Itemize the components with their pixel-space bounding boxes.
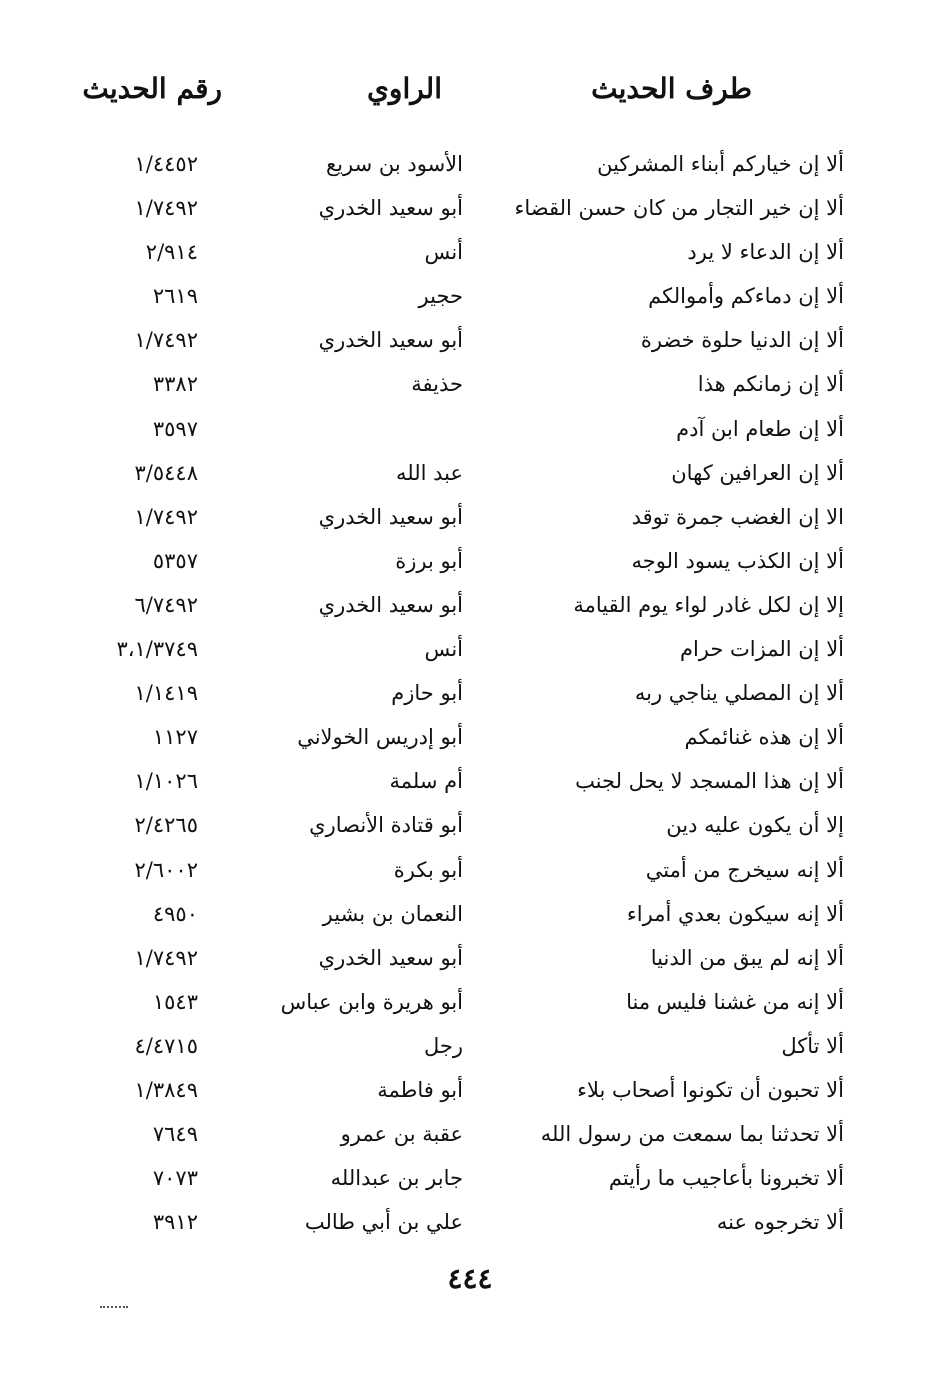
- table-row: [0, 675, 940, 719]
- hadith-text: ألا إن المزات حرام: [679, 637, 844, 662]
- hadith-text: ألا إن خير التجار من كان حسن القضاء: [514, 196, 844, 221]
- hadith-text: ألا إن هذه غنائمكم: [684, 725, 844, 750]
- hadith-number: ١١٢٧: [152, 725, 198, 750]
- hadith-text: ألا إنه لم يبق من الدنيا: [650, 945, 844, 970]
- narrator: أبو سعيد الخدري: [318, 196, 463, 221]
- table-row: [0, 587, 940, 631]
- table-row: [0, 631, 940, 675]
- narrator: أنس: [424, 240, 463, 265]
- hadith-number: ١/١٠٢٦: [134, 769, 198, 794]
- table-row: [0, 543, 940, 587]
- hadith-number: ٣/٥٤٤٨: [134, 460, 198, 485]
- hadith-text: ألا إن زمانكم هذا: [697, 372, 844, 397]
- hadith-number: ٧٦٤٩: [152, 1122, 198, 1147]
- index-table-body: [0, 146, 940, 1248]
- hadith-text: ألا إنه سيخرج من أمتي: [645, 857, 844, 882]
- narrator: أبو سعيد الخدري: [318, 504, 463, 529]
- scan-mark: [100, 1306, 128, 1311]
- table-row: [0, 366, 940, 410]
- narrator: حجير: [418, 284, 463, 309]
- narrator: أبو حازم: [391, 681, 463, 706]
- hadith-text: ألا تخرجوه عنه: [716, 1210, 844, 1235]
- table-row: [0, 940, 940, 984]
- hadith-number: ٣٥٩٧: [152, 416, 198, 441]
- hadith-text: ألا تأكل: [781, 1033, 844, 1058]
- hadith-text: ألا إن طعام ابن آدم: [676, 416, 844, 441]
- table-row: [0, 190, 940, 234]
- hadith-text: ألا تحدثنا بما سمعت من رسول الله: [540, 1122, 844, 1147]
- hadith-text: ألا إن الكذب يسود الوجه: [631, 548, 844, 573]
- hadith-text: ألا إنه سيكون بعدي أمراء: [626, 901, 844, 926]
- narrator: أبو سعيد الخدري: [318, 592, 463, 617]
- table-row: [0, 719, 940, 763]
- hadith-text: ألا إن خياركم أبناء المشركين: [597, 152, 844, 176]
- narrator: أبو سعيد الخدري: [318, 328, 463, 353]
- hadith-number: ٣،١/٣٧٤٩: [116, 637, 198, 662]
- hadith-text: إلا إن لكل غادر لواء يوم القيامة: [573, 592, 844, 617]
- narrator: علي بن أبي طالب: [304, 1210, 463, 1235]
- hadith-number: ٢/٦٠٠٢: [134, 857, 198, 882]
- hadith-number: ٥٣٥٧: [152, 548, 198, 573]
- hadith-number: ١٥٤٣: [152, 989, 198, 1014]
- table-row: [0, 984, 940, 1028]
- hadith-number: ٢٦١٩: [152, 284, 198, 309]
- hadith-number: ٣٩١٢: [152, 1210, 198, 1235]
- table-row: [0, 234, 940, 278]
- hadith-number: ١/٧٤٩٢: [134, 945, 198, 970]
- table-row: [0, 1116, 940, 1160]
- narrator: أم سلمة: [389, 769, 463, 794]
- hadith-text: ألا إن الدعاء لا يرد: [687, 240, 844, 265]
- hadith-number: ٧٠٧٣: [152, 1166, 198, 1191]
- header-narrator: الراوي: [367, 72, 442, 105]
- hadith-text: ألا تخبرونا بأعاجيب ما رأيتم: [608, 1166, 844, 1191]
- table-row: [0, 1204, 940, 1248]
- hadith-number: ٤/٤٧١٥: [134, 1033, 198, 1058]
- narrator: حذيفة: [411, 372, 463, 397]
- table-row: [0, 1160, 940, 1204]
- table-row: [0, 896, 940, 940]
- narrator: جابر بن عبدالله: [330, 1166, 463, 1191]
- hadith-number: ١/٧٤٩٢: [134, 328, 198, 353]
- table-header: [0, 72, 940, 122]
- table-row: [0, 499, 940, 543]
- hadith-number: ١/١٤١٩: [134, 681, 198, 706]
- page-number: ٤٤٤: [447, 1262, 493, 1295]
- hadith-text: ألا تحبون أن تكونوا أصحاب بلاء: [577, 1077, 844, 1102]
- table-row: [0, 455, 940, 499]
- hadith-text: إلا أن يكون عليه دين: [666, 813, 844, 838]
- table-row: [0, 763, 940, 807]
- narrator: أنس: [424, 637, 463, 662]
- table-row: [0, 1028, 940, 1072]
- narrator: أبو هريرة وابن عباس: [280, 989, 463, 1014]
- narrator: أبو سعيد الخدري: [318, 945, 463, 970]
- hadith-number: ١/٧٤٩٢: [134, 504, 198, 529]
- narrator: أبو بكرة: [393, 857, 463, 882]
- narrator: أبو برزة: [395, 548, 463, 573]
- narrator: أبو فاطمة: [377, 1077, 463, 1102]
- hadith-number: ٣٣٨٢: [152, 372, 198, 397]
- header-hadith-number: رقم الحديث: [82, 72, 222, 105]
- table-row: [0, 146, 940, 190]
- narrator: أبو قتادة الأنصاري: [309, 813, 463, 838]
- table-row: [0, 411, 940, 455]
- table-row: [0, 852, 940, 896]
- hadith-text: ألا إنه من غشنا فليس منا: [626, 989, 844, 1014]
- table-row: [0, 278, 940, 322]
- hadith-number: ١/٧٤٩٢: [134, 196, 198, 221]
- hadith-text: ألا إن الدنيا حلوة خضرة: [640, 328, 844, 353]
- narrator: النعمان بن بشير: [322, 901, 463, 926]
- hadith-text: الا إن الغضب جمرة توقد: [631, 504, 844, 529]
- header-hadith-text: طرف الحديث: [591, 72, 752, 105]
- hadith-text: ألا إن هذا المسجد لا يحل لجنب: [575, 769, 844, 794]
- hadith-number: ٢/٤٢٦٥: [134, 813, 198, 838]
- table-row: [0, 1072, 940, 1116]
- hadith-text: ألا إن المصلي يناجي ربه: [634, 681, 844, 706]
- hadith-number: ٦/٧٤٩٢: [134, 592, 198, 617]
- hadith-number: ١/٤٤٥٢: [134, 152, 198, 176]
- hadith-text: ألا إن العرافين كهان: [671, 460, 844, 485]
- hadith-number: ١/٣٨٤٩: [134, 1077, 198, 1102]
- table-row: [0, 322, 940, 366]
- table-row: [0, 807, 940, 851]
- narrator: رجل: [423, 1033, 463, 1058]
- narrator: عقبة بن عمرو: [340, 1122, 463, 1147]
- narrator: عبد الله: [395, 460, 463, 485]
- hadith-number: ٢/٩١٤: [145, 240, 198, 265]
- narrator: الأسود بن سريع: [326, 152, 463, 176]
- narrator: أبو إدريس الخولاني: [297, 725, 463, 750]
- hadith-number: ٤٩٥٠: [152, 901, 198, 926]
- hadith-text: ألا إن دماءكم وأموالكم: [648, 284, 844, 309]
